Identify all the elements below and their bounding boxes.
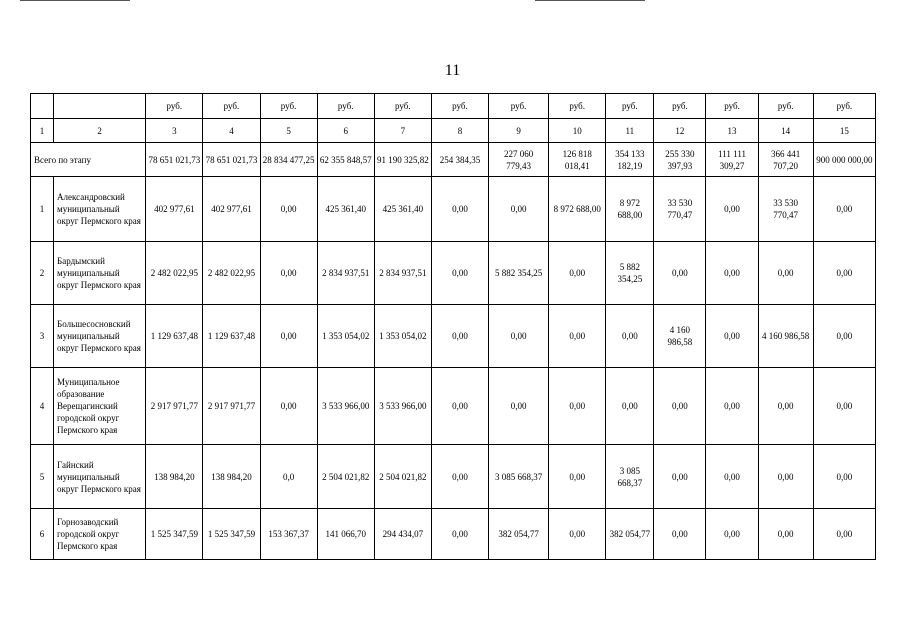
value-cell: 0,00	[813, 445, 875, 509]
value-cell: 0,00	[706, 242, 758, 305]
value-cell: 0,00	[654, 368, 706, 445]
value-cell: 0,00	[813, 305, 875, 368]
value-cell: 0,00	[260, 177, 317, 242]
value-cell: 8 972 688,00	[606, 177, 654, 242]
header-cell-empty	[54, 94, 146, 119]
value-cell: 0,00	[706, 177, 758, 242]
unit-cell: руб.	[146, 94, 203, 119]
total-value-cell: 900 000 000,00	[813, 143, 875, 177]
total-value-cell: 28 834 477,25	[260, 143, 317, 177]
scan-edge-line	[535, 0, 645, 1]
unit-cell: руб.	[549, 94, 606, 119]
value-cell: 141 066,70	[317, 509, 374, 560]
value-cell: 5 882 354,25	[606, 242, 654, 305]
value-cell: 1 525 347,59	[146, 509, 203, 560]
value-cell: 0,00	[549, 242, 606, 305]
value-cell: 0,00	[431, 305, 488, 368]
value-cell: 0,00	[813, 509, 875, 560]
value-cell: 2 504 021,82	[317, 445, 374, 509]
total-value-cell: 227 060 779,43	[489, 143, 549, 177]
page-number: 11	[444, 62, 461, 79]
value-cell: 0,00	[758, 368, 813, 445]
column-number-cell: 6	[317, 119, 374, 143]
unit-cell: руб.	[489, 94, 549, 119]
value-cell: 33 530 770,47	[654, 177, 706, 242]
unit-cell: руб.	[317, 94, 374, 119]
value-cell: 382 054,77	[489, 509, 549, 560]
value-cell: 2 834 937,51	[374, 242, 431, 305]
value-cell: 0,00	[431, 177, 488, 242]
value-cell: 1 129 637,48	[203, 305, 260, 368]
total-value-cell: 62 355 848,57	[317, 143, 374, 177]
unit-cell: руб.	[758, 94, 813, 119]
value-cell: 138 984,20	[203, 445, 260, 509]
total-value-cell: 126 818 018,41	[549, 143, 606, 177]
row-number-cell: 1	[31, 177, 54, 242]
column-number-cell: 11	[606, 119, 654, 143]
unit-cell: руб.	[431, 94, 488, 119]
total-label: Всего по этапу	[31, 143, 146, 177]
column-number-cell: 13	[706, 119, 758, 143]
value-cell: 2 834 937,51	[317, 242, 374, 305]
value-cell: 1 353 054,02	[374, 305, 431, 368]
value-cell: 0,00	[489, 368, 549, 445]
value-cell: 0,00	[758, 242, 813, 305]
column-number-cell: 12	[654, 119, 706, 143]
municipality-name-cell: Муниципальное образование Верещагинский городской округ Пермского края	[54, 368, 146, 445]
value-cell: 0,00	[489, 305, 549, 368]
total-value-cell: 91 190 325,82	[374, 143, 431, 177]
municipality-name-cell: Бардымский муниципальный округ Пермского края	[54, 242, 146, 305]
value-cell: 0,00	[606, 305, 654, 368]
header-cell-empty	[31, 94, 54, 119]
total-value-cell: 354 133 182,19	[606, 143, 654, 177]
total-value-cell: 255 330 397,93	[654, 143, 706, 177]
value-cell: 0,00	[260, 368, 317, 445]
value-cell: 0,00	[758, 445, 813, 509]
value-cell: 3 085 668,37	[606, 445, 654, 509]
column-number-cell: 8	[431, 119, 488, 143]
value-cell: 3 533 966,00	[374, 368, 431, 445]
column-number-cell: 9	[489, 119, 549, 143]
value-cell: 2 917 971,77	[146, 368, 203, 445]
column-number-cell: 10	[549, 119, 606, 143]
value-cell: 0,00	[260, 305, 317, 368]
value-cell: 0,00	[654, 509, 706, 560]
unit-cell: руб.	[260, 94, 317, 119]
value-cell: 0,00	[654, 445, 706, 509]
value-cell: 1 353 054,02	[317, 305, 374, 368]
table-row	[31, 242, 876, 305]
municipality-name-cell: Горнозаводский городской округ Пермского края	[54, 509, 146, 560]
value-cell: 425 361,40	[374, 177, 431, 242]
row-number-cell: 6	[31, 509, 54, 560]
table-row	[31, 305, 876, 368]
column-number-cell: 4	[203, 119, 260, 143]
value-cell: 0,00	[431, 368, 488, 445]
row-number-cell: 5	[31, 445, 54, 509]
value-cell: 2 917 971,77	[203, 368, 260, 445]
value-cell: 294 434,07	[374, 509, 431, 560]
value-cell: 402 977,61	[203, 177, 260, 242]
value-cell: 0,00	[706, 368, 758, 445]
value-cell: 2 482 022,95	[146, 242, 203, 305]
value-cell: 2 504 021,82	[374, 445, 431, 509]
value-cell: 0,00	[549, 445, 606, 509]
value-cell: 1 525 347,59	[203, 509, 260, 560]
table-row	[31, 177, 876, 242]
column-number-cell: 1	[31, 119, 54, 143]
value-cell: 0,00	[654, 242, 706, 305]
budget-table	[30, 93, 876, 560]
municipality-name-cell: Большесосновский муниципальный округ Пермского края	[54, 305, 146, 368]
value-cell: 0,00	[549, 305, 606, 368]
total-row	[31, 143, 876, 177]
value-cell: 425 361,40	[317, 177, 374, 242]
value-cell: 1 129 637,48	[146, 305, 203, 368]
value-cell: 2 482 022,95	[203, 242, 260, 305]
column-number-cell: 15	[813, 119, 875, 143]
unit-cell: руб.	[203, 94, 260, 119]
value-cell: 0,00	[489, 177, 549, 242]
value-cell: 0,00	[431, 509, 488, 560]
value-cell: 0,00	[606, 368, 654, 445]
value-cell: 4 160 986,58	[654, 305, 706, 368]
column-number-cell: 3	[146, 119, 203, 143]
value-cell: 402 977,61	[146, 177, 203, 242]
unit-cell: руб.	[813, 94, 875, 119]
value-cell: 0,00	[431, 242, 488, 305]
total-value-cell: 111 111 309,27	[706, 143, 758, 177]
value-cell: 8 972 688,00	[549, 177, 606, 242]
scan-edge-line	[20, 0, 130, 1]
value-cell: 138 984,20	[146, 445, 203, 509]
value-cell: 0,00	[706, 509, 758, 560]
value-cell: 5 882 354,25	[489, 242, 549, 305]
value-cell: 0,00	[260, 242, 317, 305]
column-number-row	[31, 119, 876, 143]
unit-cell: руб.	[654, 94, 706, 119]
value-cell: 0,00	[706, 305, 758, 368]
column-number-cell: 5	[260, 119, 317, 143]
value-cell: 4 160 986,58	[758, 305, 813, 368]
row-number-cell: 3	[31, 305, 54, 368]
row-number-cell: 2	[31, 242, 54, 305]
value-cell: 33 530 770,47	[758, 177, 813, 242]
table-row	[31, 445, 876, 509]
total-value-cell: 78 651 021,73	[146, 143, 203, 177]
value-cell: 3 533 966,00	[317, 368, 374, 445]
column-number-cell: 2	[54, 119, 146, 143]
table-row	[31, 368, 876, 445]
value-cell: 153 367,37	[260, 509, 317, 560]
value-cell: 0,00	[431, 445, 488, 509]
value-cell: 0,00	[813, 368, 875, 445]
unit-cell: руб.	[374, 94, 431, 119]
value-cell: 0,00	[813, 242, 875, 305]
column-number-cell: 14	[758, 119, 813, 143]
unit-cell: руб.	[706, 94, 758, 119]
municipality-name-cell: Александровский муниципальный округ Пермского края	[54, 177, 146, 242]
unit-cell: руб.	[606, 94, 654, 119]
value-cell: 382 054,77	[606, 509, 654, 560]
value-cell: 0,00	[813, 177, 875, 242]
value-cell: 0,00	[549, 368, 606, 445]
column-number-cell: 7	[374, 119, 431, 143]
row-number-cell: 4	[31, 368, 54, 445]
total-value-cell: 78 651 021,73	[203, 143, 260, 177]
municipality-name-cell: Гайнский муниципальный округ Пермского края	[54, 445, 146, 509]
unit-header-row	[31, 94, 876, 119]
value-cell: 0,00	[549, 509, 606, 560]
table-row	[31, 509, 876, 560]
total-value-cell: 366 441 707,20	[758, 143, 813, 177]
total-value-cell: 254 384,35	[431, 143, 488, 177]
value-cell: 0,0	[260, 445, 317, 509]
value-cell: 3 085 668,37	[489, 445, 549, 509]
value-cell: 0,00	[706, 445, 758, 509]
value-cell: 0,00	[758, 509, 813, 560]
